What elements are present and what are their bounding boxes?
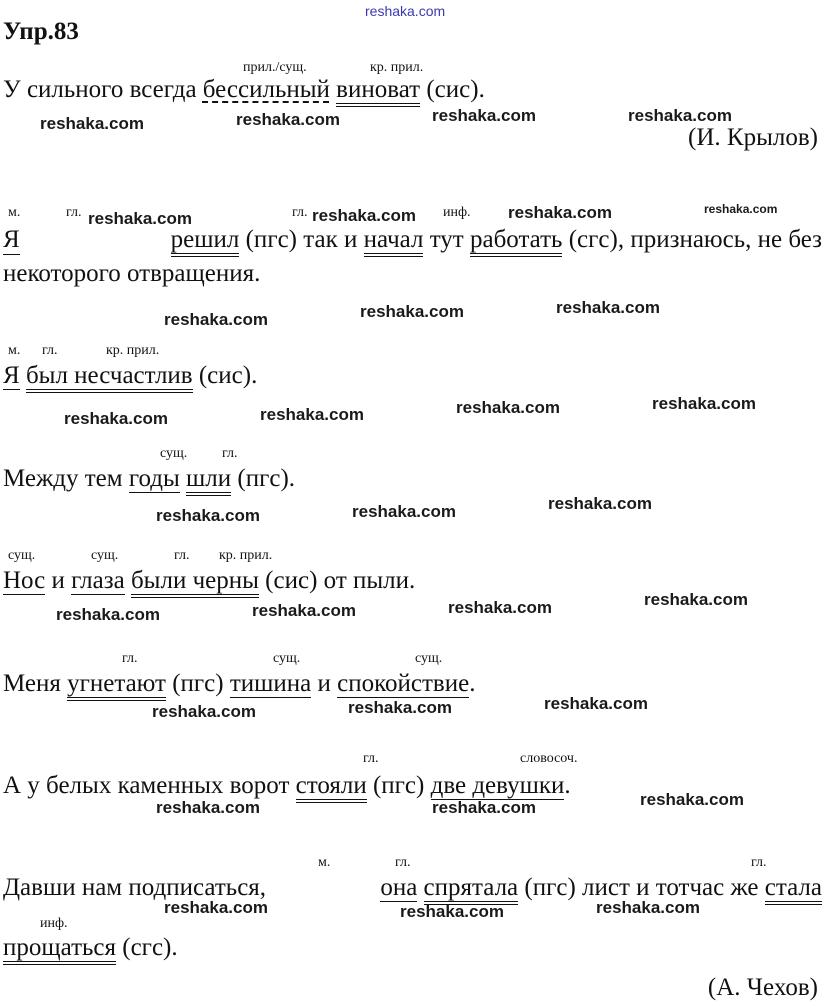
annotation: м. <box>8 343 21 358</box>
text-fragment: (пгс) <box>366 772 431 799</box>
annotation: сущ. <box>91 548 119 563</box>
sentence-5 <box>3 567 415 595</box>
predicate-word: виноват <box>336 76 420 107</box>
text-fragment: тут <box>423 226 470 253</box>
watermark: reshaka.com <box>236 110 340 129</box>
watermark: reshaka.com <box>40 114 144 133</box>
subject-word: глаза <box>71 567 125 594</box>
text-fragment: Меня <box>3 670 68 697</box>
subject-word: Нос <box>3 567 46 594</box>
text-fragment: (сгс). <box>116 934 178 961</box>
sentence-2-line-2: некоторого отвращения. <box>3 260 261 287</box>
watermark: reshaka.com <box>628 106 732 125</box>
definition-word: бессильный <box>202 76 330 103</box>
watermark: reshaka.com <box>644 590 748 609</box>
sentence-7 <box>3 772 571 800</box>
predicate-word: стояли <box>296 772 367 803</box>
predicate-word: были черны <box>131 567 259 598</box>
text-fragment: Между тем <box>3 465 129 492</box>
annotation: сущ. <box>273 651 301 666</box>
annotation: словосоч. <box>520 751 578 766</box>
watermark: reshaka.com <box>156 798 260 817</box>
watermark: reshaka.com <box>432 798 536 817</box>
watermark: reshaka.com <box>252 601 356 620</box>
watermark: reshaka.com <box>360 302 464 321</box>
watermark: reshaka.com <box>88 209 192 228</box>
sentence-3 <box>3 362 257 390</box>
watermark: reshaka.com <box>548 494 652 513</box>
predicate-word: спрятала <box>424 874 519 905</box>
watermark: reshaka.com <box>260 405 364 424</box>
watermark: reshaka.com <box>156 506 260 525</box>
annotation: кр. прил. <box>370 60 424 75</box>
annotation: м. <box>318 855 331 870</box>
annotation: сущ. <box>8 548 36 563</box>
annotation: инф. <box>443 205 471 220</box>
subject-word: она <box>380 874 418 901</box>
watermark: reshaka.com <box>704 202 778 216</box>
sentence-8-line-2 <box>3 934 178 962</box>
exercise-title: Упр.83 <box>3 18 79 45</box>
subject-word: спокойствие <box>337 670 470 697</box>
sentence-1 <box>3 76 485 104</box>
text-fragment: А у белых каменных ворот <box>3 772 296 799</box>
author-chekhov: (А. Чехов) <box>707 974 818 1001</box>
predicate-word: прощаться <box>3 934 116 965</box>
watermark: reshaka.com <box>352 502 456 521</box>
text-fragment: У сильного всегда <box>3 76 203 103</box>
predicate-word: был несчастлив <box>26 362 193 393</box>
annotation: кр. прил. <box>219 548 273 563</box>
text-fragment: (сгс), признаюсь, не без <box>562 226 822 253</box>
watermark: reshaka.com <box>152 702 256 721</box>
text-fragment: . <box>564 772 571 799</box>
subject-word: годы <box>128 465 180 492</box>
annotation: гл. <box>222 446 238 461</box>
watermark: reshaka.com <box>164 898 268 917</box>
predicate-word: начал <box>364 226 424 257</box>
watermark: reshaka.com <box>164 310 268 329</box>
text-fragment: Давши нам подписаться, <box>3 874 267 901</box>
sentence-4 <box>3 465 295 493</box>
subject-word: Я <box>3 362 20 389</box>
annotation: сущ. <box>415 651 443 666</box>
annotation: гл. <box>42 343 58 358</box>
sentence-6 <box>3 670 475 698</box>
text-fragment: . <box>469 670 476 697</box>
watermark: reshaka.com <box>400 902 504 921</box>
annotation: гл. <box>292 205 308 220</box>
annotation: инф. <box>40 916 68 931</box>
author-krylov: (И. Крылов) <box>688 124 818 151</box>
text-fragment <box>20 362 26 389</box>
text-fragment: и <box>311 670 338 697</box>
annotation: гл. <box>66 205 82 220</box>
watermark: reshaka.com <box>544 694 648 713</box>
watermark: reshaka.com <box>64 409 168 428</box>
site-watermark-top: reshaka.com <box>365 3 446 19</box>
text-fragment: (пгс) <box>165 670 230 697</box>
text-fragment: (пгс). <box>231 465 296 492</box>
subject-word: Я <box>3 226 20 253</box>
watermark: reshaka.com <box>56 605 160 624</box>
text-fragment: (пгс) лист и тотчас же <box>518 874 765 901</box>
watermark: reshaka.com <box>556 298 660 317</box>
watermark: reshaka.com <box>312 206 416 225</box>
annotation: кр. прил. <box>106 343 160 358</box>
text-fragment: (сис) от пыли. <box>258 567 416 594</box>
watermark: reshaka.com <box>640 790 744 809</box>
text-fragment: (сис). <box>420 76 485 103</box>
predicate-word: угнетают <box>67 670 166 701</box>
watermark: reshaka.com <box>596 898 700 917</box>
predicate-word: работать <box>470 226 563 257</box>
text-fragment: (пгс) так и <box>239 226 364 253</box>
predicate-word: стала <box>765 874 822 905</box>
annotation: сущ. <box>160 446 188 461</box>
annotation: прил./сущ. <box>243 60 307 75</box>
watermark: reshaka.com <box>448 598 552 617</box>
text-fragment: и <box>45 567 72 594</box>
text-fragment <box>417 874 423 901</box>
annotation: гл. <box>122 651 138 666</box>
annotation: гл. <box>751 855 767 870</box>
annotation: м. <box>8 205 21 220</box>
predicate-word: шли <box>186 465 231 496</box>
watermark: reshaka.com <box>348 698 452 717</box>
subject-word: тишина <box>229 670 312 697</box>
watermark: reshaka.com <box>652 394 756 413</box>
annotation: гл. <box>395 855 411 870</box>
annotation: гл. <box>363 751 379 766</box>
predicate-word: решил <box>171 226 240 257</box>
sentence-2-line-1 <box>3 226 822 255</box>
subject-word: две девушки <box>430 772 565 799</box>
watermark: reshaka.com <box>456 398 560 417</box>
text-fragment: (сис). <box>192 362 258 389</box>
annotation: гл. <box>174 548 190 563</box>
watermark: reshaka.com <box>508 203 612 222</box>
watermark: reshaka.com <box>432 106 536 125</box>
